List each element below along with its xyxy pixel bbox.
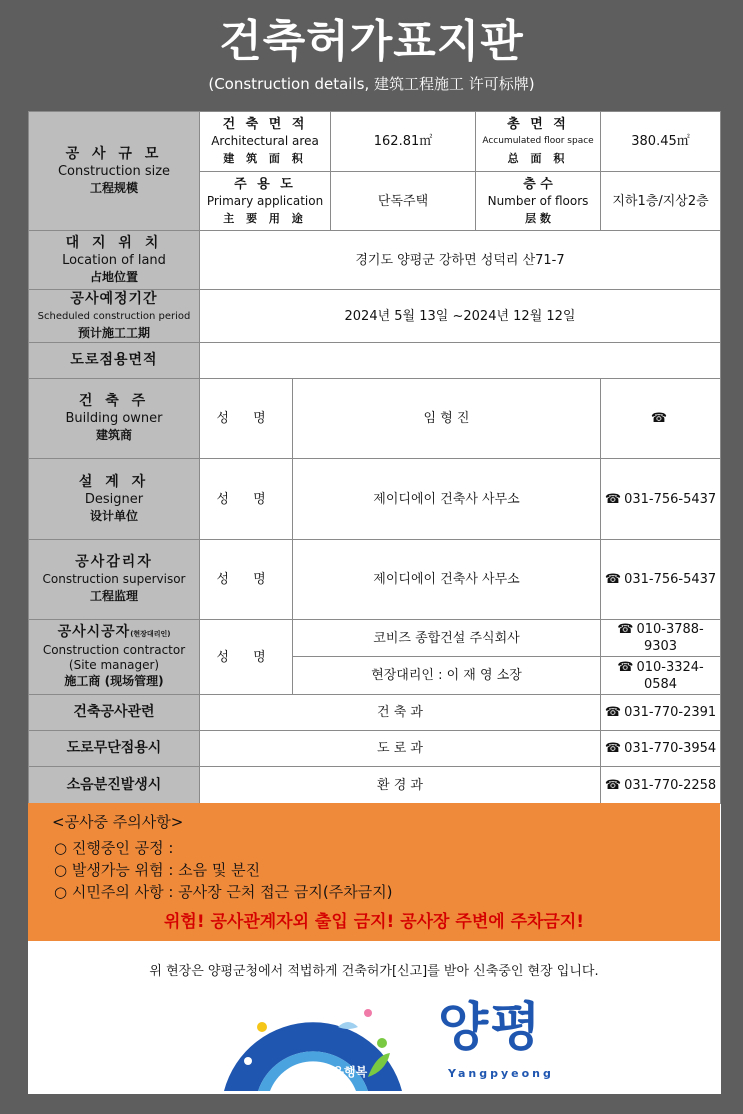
size-label xyxy=(29,112,200,231)
floor-space-label xyxy=(476,112,601,172)
sign-board xyxy=(28,111,721,1094)
supervisor-label-zh: 工程监理 xyxy=(89,589,138,603)
floors-value: 지하1층/지상2층 xyxy=(601,172,721,231)
use-label-en: Primary application xyxy=(206,193,324,208)
owner-label-en: Building owner xyxy=(65,411,163,426)
road-row xyxy=(29,343,721,379)
phone-icon: ☎ xyxy=(604,741,622,756)
road-label-ko: 도로점용면적 xyxy=(70,352,158,368)
designer-tel xyxy=(601,459,721,540)
designer-label-en: Designer xyxy=(84,491,144,507)
period-row xyxy=(29,290,721,343)
location-value: 경기도 양평군 강하면 성덕리 산71-7 xyxy=(200,231,721,290)
contractor-label-zh: 施工商 (现场管理) xyxy=(64,674,164,688)
dept-noise-tel xyxy=(601,767,721,804)
size-label-en: Construction size xyxy=(57,163,171,179)
contractor-tel-2-number: 010-3324-0584 xyxy=(636,659,704,692)
dept-noise-tel-number: 031-770-2258 xyxy=(624,777,717,793)
phone-icon: ☎ xyxy=(604,777,622,793)
owner-label xyxy=(29,379,200,459)
phone-icon: ☎ xyxy=(604,572,622,587)
contractor-label-en2: (Site manager) xyxy=(68,658,160,672)
sign-title: 건축허가표지판 xyxy=(219,16,524,67)
designer-name-label: 성 명 xyxy=(200,459,293,540)
logo-slogan: 맑은행복 xyxy=(320,1065,368,1079)
use-value: 단독주택 xyxy=(331,172,476,231)
dept-building-label: 건축공사관련 xyxy=(29,695,200,731)
caution-heading: <공사중 주의사항> xyxy=(52,813,184,831)
contractor-tel-2 xyxy=(601,657,721,695)
contractor-site-manager: 현장대리인 : 이 재 영 소장 xyxy=(293,657,601,695)
phone-icon: ☎ xyxy=(604,705,622,720)
contractor-company: 코비즈 종합건설 주식회사 xyxy=(293,620,601,657)
period-label-zh: 预计施工工期 xyxy=(77,325,150,340)
area-value: 162.81㎡ xyxy=(331,112,476,172)
phone-icon: ☎ xyxy=(604,491,622,507)
dept-road-tel xyxy=(601,731,721,767)
location-label-ko: 대 지 위 치 xyxy=(65,234,163,251)
floors-label-zh: 层 数 xyxy=(525,211,551,225)
contractor-label xyxy=(29,620,200,695)
floors-label-en: Number of floors xyxy=(487,193,589,208)
logo-wordmark: 양평 xyxy=(438,998,543,1058)
designer-label-ko: 설 계 자 xyxy=(78,473,150,490)
supervisor-tel-number: 031-756-5437 xyxy=(624,572,717,587)
dept-road-name: 도 로 과 xyxy=(200,731,601,767)
permit-table xyxy=(28,111,721,804)
area-label-zh: 建 筑 面 积 xyxy=(223,152,307,165)
designer-row xyxy=(29,459,721,540)
caution-line-risk: ○ 발생가능 위험 : 소음 및 분진 xyxy=(54,861,261,879)
designer-label xyxy=(29,459,200,540)
caution-line-process: ○ 진행중인 공정 : xyxy=(54,839,174,857)
supervisor-label-ko: 공사감리자 xyxy=(75,554,153,570)
use-label-ko: 주 용 도 xyxy=(234,176,296,192)
owner-name-label: 성 명 xyxy=(200,379,293,459)
owner-label-ko: 건 축 주 xyxy=(78,393,150,409)
designer-label-zh: 设计单位 xyxy=(89,508,138,523)
location-label-en: Location of land xyxy=(62,252,166,268)
road-label xyxy=(29,343,200,379)
floors-label xyxy=(476,172,601,231)
contractor-label-small: (현장대리인) xyxy=(130,630,171,638)
use-label xyxy=(200,172,331,231)
contractor-tel-1 xyxy=(601,620,721,657)
dept-building-row xyxy=(29,695,721,731)
floor-space-label-ko: 총 면 적 xyxy=(507,117,569,132)
location-row xyxy=(29,231,721,290)
phone-icon: ☎ xyxy=(617,622,634,637)
floor-space-label-zh: 总 面 积 xyxy=(507,152,569,165)
location-label-zh: 占地位置 xyxy=(89,269,138,284)
danger-warning: 위험! 공사관계자외 출입 금지! 공사장 주변에 주차금지! xyxy=(163,912,585,932)
owner-tel xyxy=(601,379,721,459)
floors-label-ko: 층 수 xyxy=(523,176,553,192)
road-value xyxy=(200,343,721,379)
supervisor-tel xyxy=(601,540,721,620)
period-label-en: Scheduled construction period xyxy=(37,310,191,322)
logo-romanized: Yangpyeong xyxy=(448,1067,554,1080)
location-label xyxy=(29,231,200,290)
supervisor-label-en: Construction supervisor xyxy=(42,572,186,586)
supervisor-row xyxy=(29,540,721,620)
owner-row xyxy=(29,379,721,459)
size-label-ko: 공 사 규 모 xyxy=(65,145,163,162)
designer-tel-number: 031-756-5437 xyxy=(624,491,717,507)
contractor-name-label: 성 명 xyxy=(200,620,293,695)
area-label-ko: 건 축 면 적 xyxy=(222,117,308,132)
caution-box xyxy=(28,803,720,941)
owner-name: 임 형 진 xyxy=(293,379,601,459)
dept-road-row xyxy=(29,731,721,767)
yangpyeong-logo xyxy=(218,983,578,1095)
phone-icon: ☎ xyxy=(650,411,668,426)
dept-road-label: 도로무단점용시 xyxy=(29,731,200,767)
dept-building-tel-number: 031-770-2391 xyxy=(624,705,717,720)
contractor-label-en1: Construction contractor xyxy=(42,643,186,657)
area-label xyxy=(200,112,331,172)
dept-building-name: 건 축 과 xyxy=(200,695,601,731)
contractor-row-1 xyxy=(29,620,721,657)
caution-line-citizen: ○ 시민주의 사항 : 공사장 근처 접근 금지(주차금지) xyxy=(54,883,393,901)
contractor-tel-1-number: 010-3788-9303 xyxy=(636,622,704,654)
dept-road-tel-number: 031-770-3954 xyxy=(624,741,717,756)
floor-space-value: 380.45㎡ xyxy=(601,112,721,172)
designer-name: 제이디에이 건축사 사무소 xyxy=(293,459,601,540)
supervisor-name-label: 성 명 xyxy=(200,540,293,620)
sign-subtitle: (Construction details, 建筑工程施工 许可标牌) xyxy=(208,75,535,93)
supervisor-label xyxy=(29,540,200,620)
dept-building-tel xyxy=(601,695,721,731)
phone-icon: ☎ xyxy=(617,659,634,675)
size-row-1 xyxy=(29,112,721,172)
dept-noise-row xyxy=(29,767,721,804)
supervisor-name: 제이디에이 건축사 사무소 xyxy=(293,540,601,620)
permit-notice: 위 현장은 양평군청에서 적법하게 건축허가[신고]를 받아 신축중인 현장 입니다. xyxy=(149,964,599,979)
contractor-label-ko: 공사시공자(현장대리인) xyxy=(57,624,171,640)
owner-label-zh: 建筑商 xyxy=(95,428,132,442)
dept-noise-label: 소음분진발생시 xyxy=(29,767,200,804)
area-label-en: Architectural area xyxy=(211,134,319,148)
use-label-zh: 主 要 用 途 xyxy=(223,211,307,225)
dept-noise-name: 환 경 과 xyxy=(200,767,601,804)
floor-space-label-en: Accumulated floor space xyxy=(482,136,594,146)
size-label-zh: 工程规模 xyxy=(89,180,138,195)
period-value: 2024년 5월 13일 ~2024년 12월 12일 xyxy=(200,290,721,343)
period-label xyxy=(29,290,200,343)
period-label-ko: 공사예정기간 xyxy=(70,290,158,307)
